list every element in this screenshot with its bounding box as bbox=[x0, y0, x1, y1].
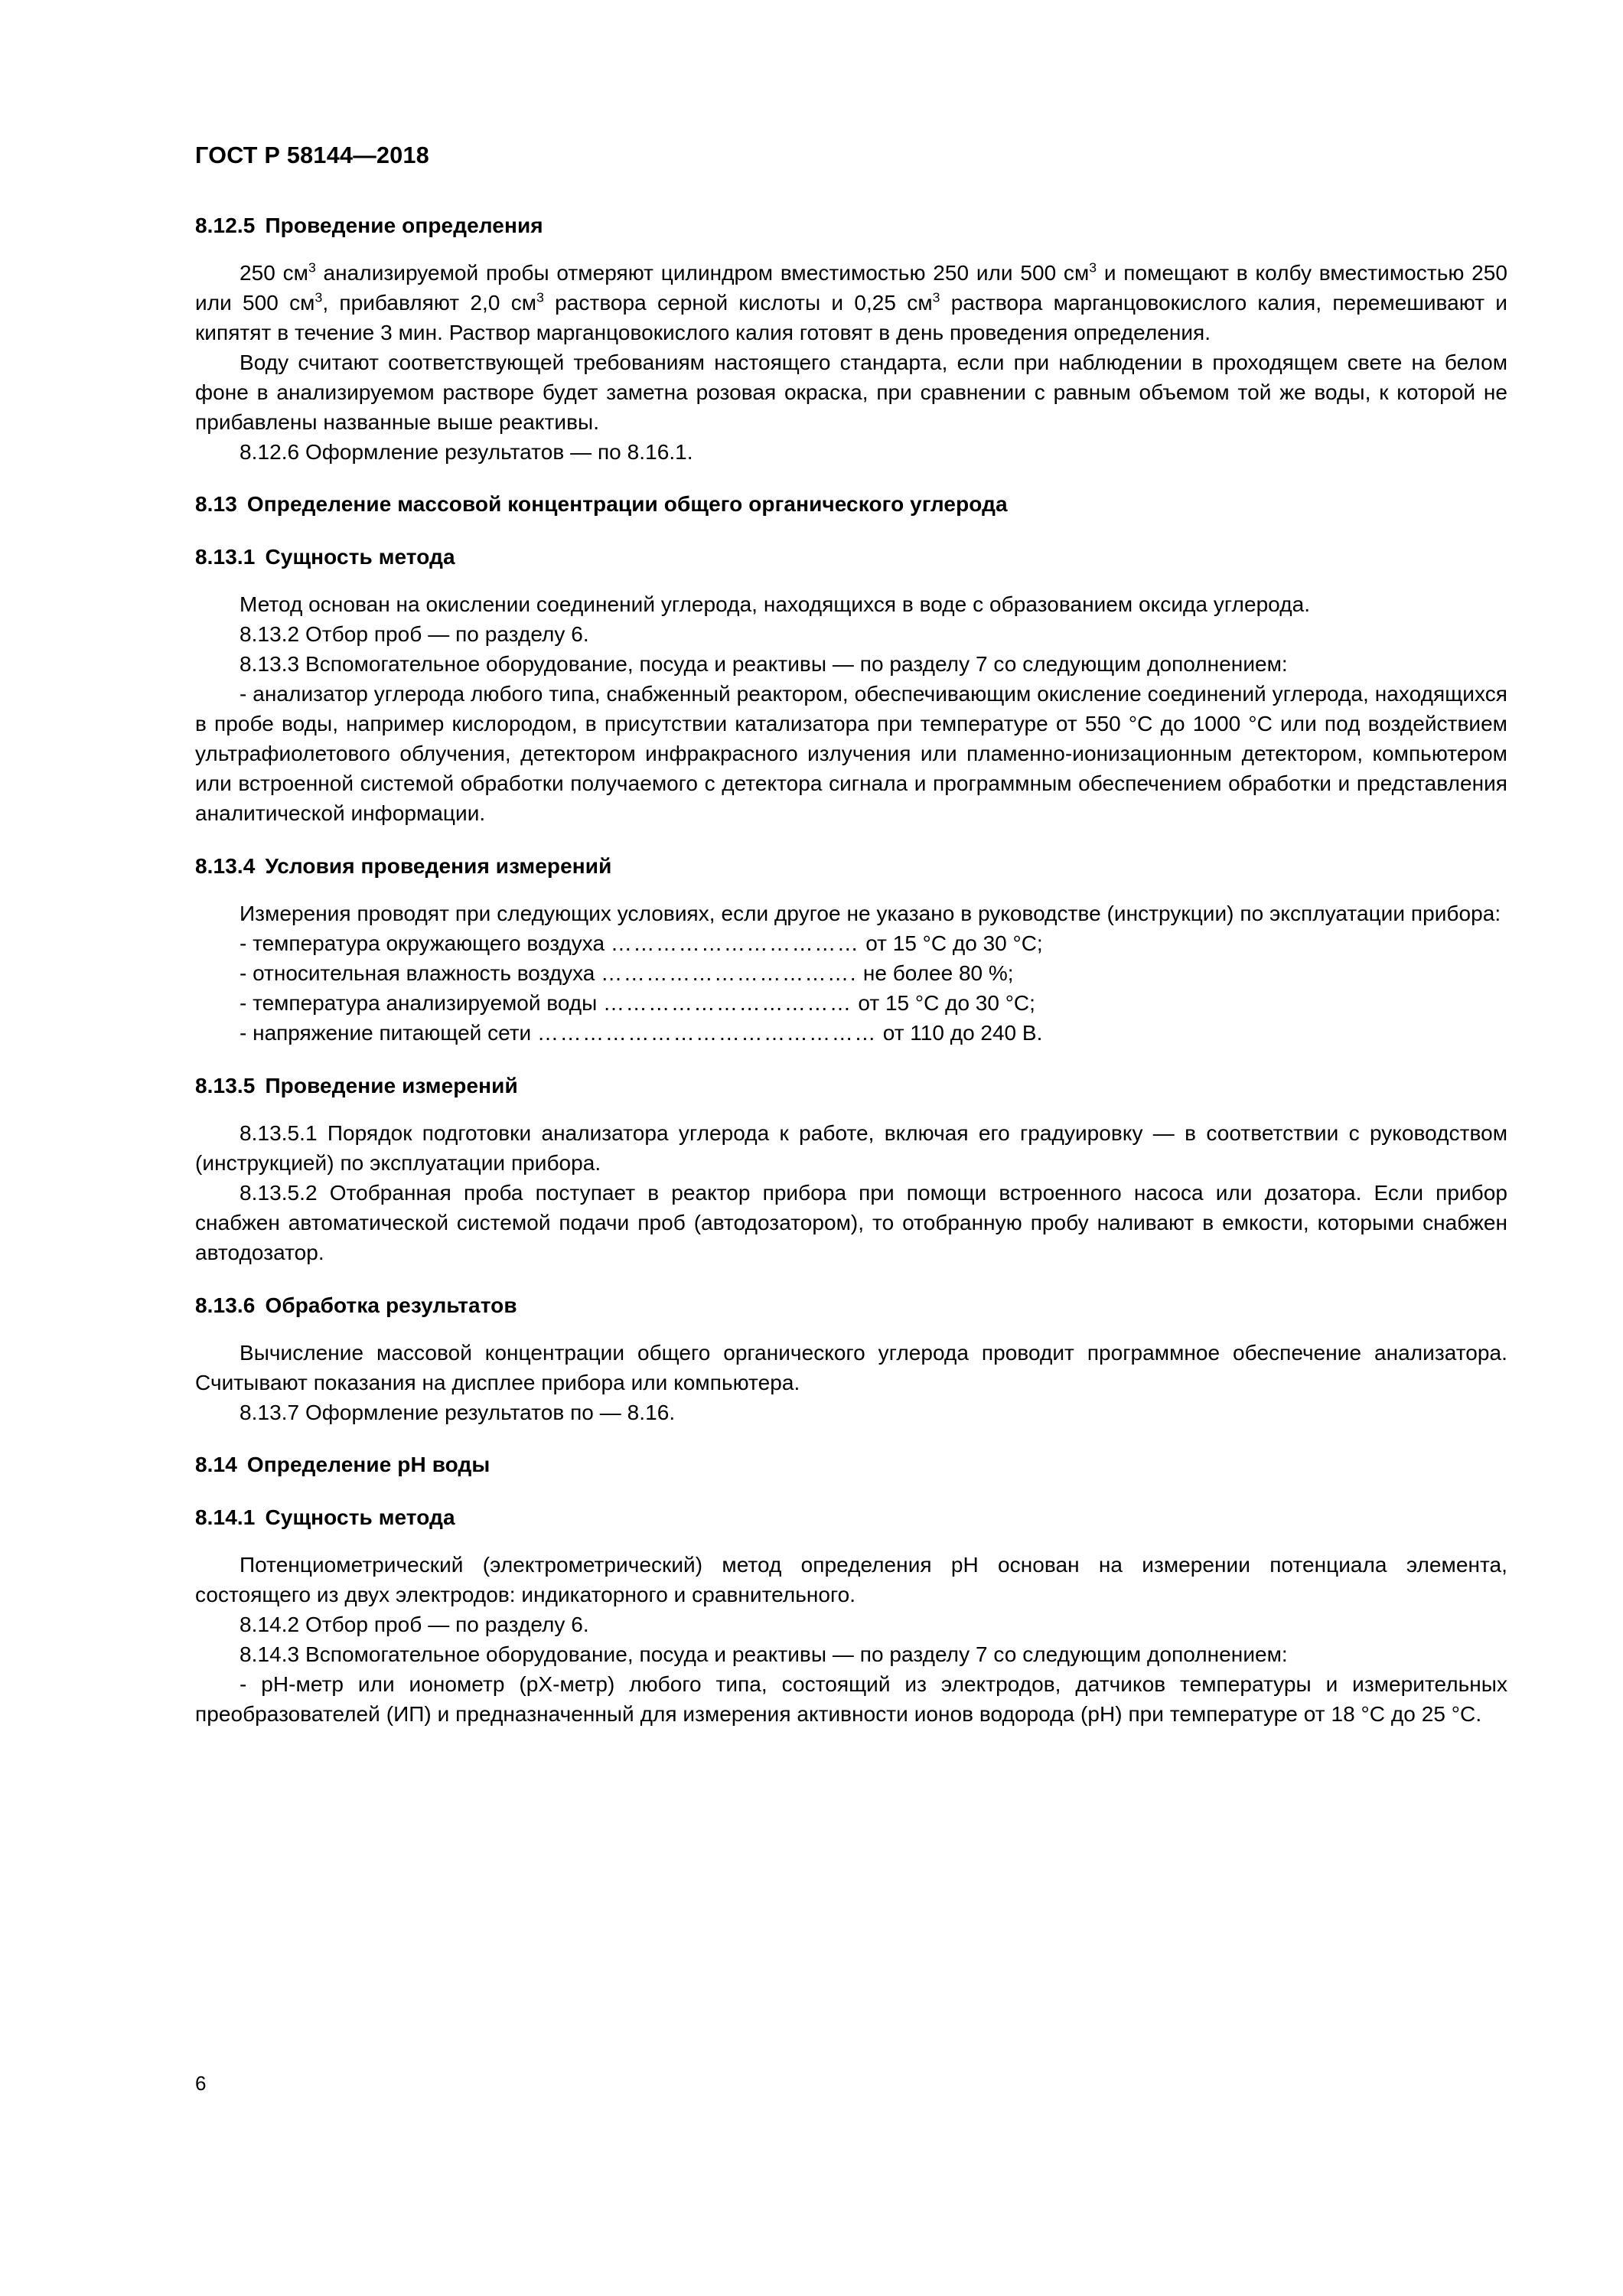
paragraph-8-14-3-bullet: - pH-метр или ионометр (pX-метр) любого типа, состоящий из электродов, датчиков температуры и измерительных преобразователей (ИП) и предназначенный для измерения активности ионов водорода (pH) при температуре от 18 °С до 25 °С. bbox=[195, 1672, 1507, 1726]
paragraph-8-13-4-1: Измерения проводят при следующих условиях, если другое не указано в руководстве (инструкции) по эксплуатации прибора: bbox=[240, 902, 1501, 925]
leader-dots: …………………………… bbox=[603, 991, 852, 1015]
leader-dots: ……………………………………… bbox=[536, 1021, 877, 1045]
para-frag: раствора марганцовокислого калия, перемешивают и кипятят в течение 3 мин. Раствор марганцовокислого калия готовят в день проведения определения. bbox=[195, 291, 1507, 344]
para-frag: анализируемой пробы отмеряют цилиндром вместимостью 250 или 500 см bbox=[315, 261, 1090, 285]
superscript-cubic: 3 bbox=[314, 289, 323, 305]
para-frag: 250 см bbox=[240, 261, 308, 285]
paragraph-8-12-5-1 bbox=[195, 258, 1507, 347]
paragraph-8-13-2: 8.13.2 Отбор проб — по разделу 6. bbox=[240, 622, 589, 646]
heading-8-13-number: 8.13 bbox=[195, 492, 237, 516]
page-body bbox=[195, 210, 1507, 1729]
condition-label: - температура окружающего воздуха bbox=[240, 931, 611, 955]
heading-8-13-5-text: Проведение измерений bbox=[265, 1074, 518, 1097]
measurement-conditions-list bbox=[195, 928, 1507, 1048]
heading-8-12-5-text: Проведение определения bbox=[265, 214, 543, 237]
para-frag: , прибавляют 2,0 см bbox=[322, 291, 537, 315]
heading-8-13-4 bbox=[195, 851, 1507, 881]
superscript-cubic: 3 bbox=[932, 289, 940, 305]
condition-value: от 15 °С до 30 °С; bbox=[852, 991, 1035, 1015]
paragraph-8-12-6: 8.12.6 Оформление результатов — по 8.16.1. bbox=[240, 440, 693, 464]
paragraph-8-13-3: 8.13.3 Вспомогательное оборудование, посуда и реактивы — по разделу 7 со следующим дополнением: bbox=[240, 652, 1288, 676]
condition-label: - температура анализируемой воды bbox=[240, 991, 604, 1015]
heading-8-13-1-text: Сущность метода bbox=[265, 545, 455, 569]
heading-8-13-6-number: 8.13.6 bbox=[195, 1293, 256, 1317]
running-head-standard-number: ГОСТ Р 58144—2018 bbox=[195, 142, 430, 168]
heading-8-13-text: Определение массовой концентрации общего органического углерода bbox=[246, 492, 1008, 516]
heading-8-13-4-text: Условия проведения измерений bbox=[265, 854, 612, 878]
condition-label: - напряжение питающей сети bbox=[240, 1021, 537, 1045]
heading-8-14-text: Определение pH воды bbox=[246, 1453, 490, 1476]
heading-8-12-5-number: 8.12.5 bbox=[195, 214, 256, 237]
paragraph-8-13-5-1: 8.13.5.1 Порядок подготовки анализатора углерода к работе, включая его градуировку — в соответствии с руководством (инструкцией) по эксплуатации прибора. bbox=[195, 1121, 1507, 1175]
superscript-cubic: 3 bbox=[536, 289, 544, 305]
paragraph-8-13-3-bullet: - анализатор углерода любого типа, снабженный реактором, обеспечивающим окисление соединений углерода, находящихся в пробе воды, например кислородом, в присутствии катализатора при температуре от 550 °С до 1000 °С или под воздействием ультрафиолетового облучения, детектором инфракрасного излучения или пламенно-ионизационным детектором, компьютером или встроенной системой обработки получаемого с детектора сигнала и программным обеспечением обработки и представления аналитической информации. bbox=[195, 682, 1507, 825]
paragraph-8-13-5-2: 8.13.5.2 Отобранная проба поступает в реактор прибора при помощи встроенного насоса или дозатора. Если прибор снабжен автоматической системой подачи проб (автодозатором), то отобранную пробу наливают в емкости, которыми снабжен автодозатор. bbox=[195, 1181, 1507, 1264]
superscript-cubic: 3 bbox=[1089, 259, 1097, 276]
heading-8-14-1-number: 8.14.1 bbox=[195, 1505, 256, 1529]
condition-value: не более 80 %; bbox=[857, 961, 1014, 985]
list-item bbox=[195, 1018, 1507, 1048]
paragraph-8-14-1-1: Потенциометрический (электрометрический) метод определения pH основан на измерении потенциала элемента, состоящего из двух электродов: индикаторного и сравнительного. bbox=[195, 1553, 1507, 1606]
list-item bbox=[195, 988, 1507, 1018]
superscript-cubic: 3 bbox=[308, 259, 316, 276]
page-number: 6 bbox=[195, 2072, 207, 2095]
condition-value: от 110 до 240 В. bbox=[876, 1021, 1043, 1045]
heading-8-13 bbox=[195, 489, 1507, 519]
paragraph-8-14-2: 8.14.2 Отбор проб — по разделу 6. bbox=[240, 1613, 589, 1636]
para-frag: и помещают в колбу вместимостью 250 или 500 см bbox=[195, 261, 1508, 315]
heading-8-13-1 bbox=[195, 542, 1507, 572]
leader-dots: ……………………………. bbox=[601, 961, 858, 985]
heading-8-14 bbox=[195, 1450, 1507, 1479]
paragraph-8-13-6-1: Вычисление массовой концентрации общего органического углерода проводит программное обеспечение анализатора. Считывают показания на дисплее прибора или компьютера. bbox=[195, 1341, 1507, 1394]
paragraph-8-13-1-1: Метод основан на окислении соединений углерода, находящихся в воде с образованием оксида углерода. bbox=[240, 592, 1311, 616]
heading-8-12-5 bbox=[195, 210, 1507, 240]
heading-8-13-1-number: 8.13.1 bbox=[195, 545, 256, 569]
heading-8-13-5 bbox=[195, 1071, 1507, 1101]
leader-dots: …………………………… bbox=[610, 931, 860, 955]
paragraph-8-13-7: 8.13.7 Оформление результатов по — 8.16. bbox=[240, 1401, 676, 1424]
heading-8-14-1-text: Сущность метода bbox=[265, 1505, 455, 1529]
paragraph-8-12-5-2: Воду считают соответствующей требованиям настоящего стандарта, если при наблюдении в проходящем свете на белом фоне в анализируемом растворе будет заметна розовая окраска, при сравнении с равным объемом той же воды, к которой не прибавлены названные выше реактивы. bbox=[195, 351, 1507, 434]
heading-8-14-number: 8.14 bbox=[195, 1453, 237, 1476]
paragraph-8-14-3: 8.14.3 Вспомогательное оборудование, посуда и реактивы — по разделу 7 со следующим дополнением: bbox=[240, 1642, 1288, 1666]
condition-value: от 15 °С до 30 °С; bbox=[859, 931, 1043, 955]
condition-label: - относительная влажность воздуха bbox=[240, 961, 601, 985]
para-frag: раствора серной кислоты и 0,25 см bbox=[543, 291, 933, 315]
heading-8-13-4-number: 8.13.4 bbox=[195, 854, 256, 878]
heading-8-13-5-number: 8.13.5 bbox=[195, 1074, 256, 1097]
list-item bbox=[195, 928, 1507, 958]
heading-8-13-6 bbox=[195, 1290, 1507, 1320]
heading-8-14-1 bbox=[195, 1502, 1507, 1532]
list-item bbox=[195, 958, 1507, 988]
heading-8-13-6-text: Обработка результатов bbox=[265, 1293, 517, 1317]
